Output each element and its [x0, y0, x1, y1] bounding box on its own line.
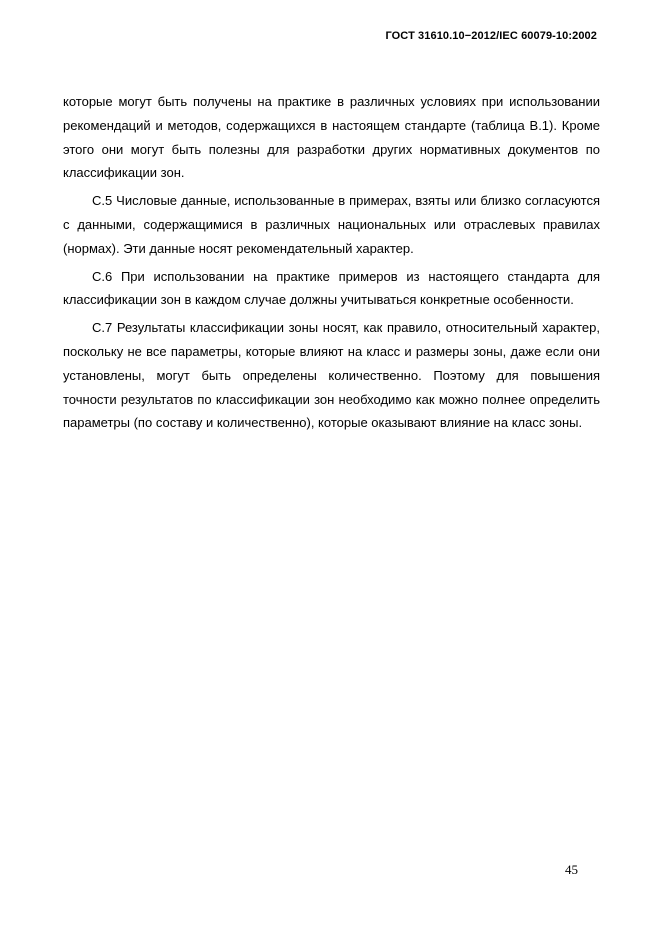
paragraph-c5: С.5 Числовые данные, использованные в примерах, взяты или близко согласуются с данными, содержащимися в различных национальных или отраслевых правилах (нормах). Эти данные носят рекомендательный характер. — [63, 193, 600, 256]
paragraph-c7: С.7 Результаты классификации зоны носят, как правило, относительный характер, поскольку не все параметры, которые влияют на класс и размеры зоны, даже если они установлены, могут быть определены количественно. Поэтому для повышения точности результатов по классификации зон необходимо как можно полнее определить параметры (по составу и количественно), которые оказывают влияние на класс зоны. — [63, 320, 600, 431]
paragraph-continuation: которые могут быть получены на практике в различных условиях при использовании рекомендаций и методов, содержащихся в настоящем стандарте (таблица В.1). Кроме этого они могут быть полезны для разработки других нормативных документов по классификации зон. — [63, 94, 600, 181]
page-number: 45 — [565, 862, 578, 877]
document-body — [63, 90, 600, 439]
paragraph-c6: С.6 При использовании на практике примеров из настоящего стандарта для классификации зон в каждом случае должны учитываться конкретные особенности. — [63, 268, 600, 308]
document-header: ГОСТ 31610.10−2012/IEC 60079-10:2002 — [385, 30, 597, 42]
